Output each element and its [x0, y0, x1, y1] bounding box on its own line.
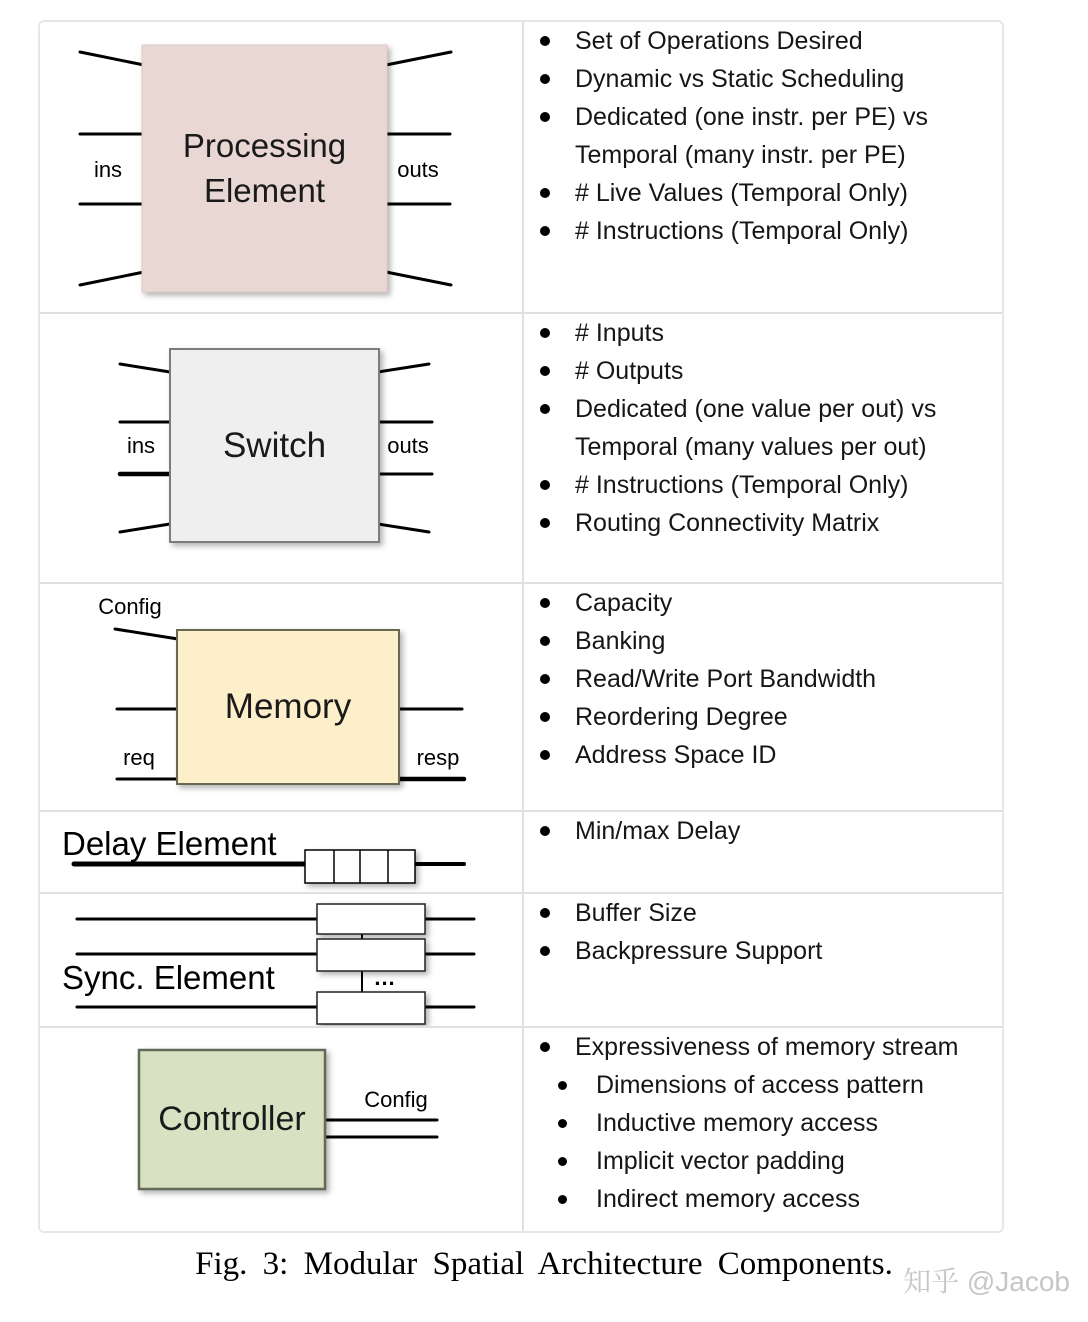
switch-ins-label: ins	[126, 433, 156, 458]
bullet-item: # Instructions (Temporal Only)	[538, 466, 994, 504]
pe-box-title: Processing Element	[182, 126, 347, 209]
controller-config-lines	[325, 1120, 437, 1137]
sub-bullet-item: Inductive memory access	[524, 1104, 1002, 1142]
bullet-item: Min/max Delay	[538, 812, 994, 850]
switch-params-cell	[522, 314, 1002, 582]
components-table	[38, 20, 1004, 1233]
bullet-item: Banking	[538, 622, 994, 660]
delay-diagram-cell	[40, 812, 522, 892]
memory-resp-label: resp	[416, 745, 460, 770]
figure-caption: Fig. 3: Modular Spatial Architecture Components.	[195, 1246, 893, 1282]
pe-outs-label: outs	[397, 157, 439, 182]
controller-box-title: Controller	[158, 1099, 306, 1138]
bullet-item: # Outputs	[538, 352, 994, 390]
row-switch	[40, 312, 1002, 582]
memory-box-title: Memory	[224, 687, 352, 727]
bullet-item: Expressiveness of memory stream	[538, 1028, 994, 1066]
memory-diagram-cell	[40, 584, 522, 810]
memory-req-label: req	[123, 745, 155, 770]
pe-params-cell	[522, 22, 1002, 312]
bullet-item: Set of Operations Desired	[538, 22, 994, 60]
memory-config-label: Config	[98, 594, 162, 619]
pe-params-list	[524, 22, 1002, 250]
row-sync-element	[40, 892, 1002, 1026]
row-processing-element	[40, 22, 1002, 312]
delay-fifo-box	[305, 850, 415, 883]
bullet-item: Reordering Degree	[538, 698, 994, 736]
controller-diagram-cell	[40, 1028, 522, 1231]
bullet-item: Dedicated (one value per out) vs Temporal (many values per out)	[538, 390, 994, 466]
sub-bullet-item: Implicit vector padding	[524, 1142, 1002, 1180]
sync-ellipsis: ...	[374, 965, 396, 990]
bullet-item: Dynamic vs Static Scheduling	[538, 60, 994, 98]
bullet-item: # Inputs	[538, 314, 994, 352]
bullet-item: Routing Connectivity Matrix	[538, 504, 994, 542]
controller-params-cell	[522, 1028, 1002, 1231]
bullet-item: Read/Write Port Bandwidth	[538, 660, 994, 698]
controller-params-list	[524, 1028, 1002, 1066]
memory-config-line	[115, 629, 178, 639]
bullet-item: Backpressure Support	[538, 932, 994, 970]
row-delay-element	[40, 810, 1002, 892]
sync-element-label: Sync. Element	[62, 959, 275, 996]
switch-params-list	[524, 314, 1002, 542]
sync-diagram-cell	[40, 894, 522, 1026]
switch-box-title: Switch	[222, 425, 327, 465]
bullet-item: # Instructions (Temporal Only)	[538, 212, 994, 250]
bullet-item: Capacity	[538, 584, 994, 622]
controller-config-label: Config	[364, 1087, 428, 1112]
sync-buffer-boxes	[317, 904, 425, 1024]
row-memory	[40, 582, 1002, 810]
delay-element-label: Delay Element	[62, 825, 277, 862]
bullet-item: Address Space ID	[538, 736, 994, 774]
pe-ins-label: ins	[93, 157, 123, 182]
switch-outs-label: outs	[387, 433, 429, 458]
bullet-item: Dedicated (one instr. per PE) vs Temporal (many instr. per PE)	[538, 98, 994, 174]
delay-params-list	[524, 812, 1002, 850]
sync-params-list	[524, 894, 1002, 970]
bullet-item: # Live Values (Temporal Only)	[538, 174, 994, 212]
delay-params-cell	[522, 812, 1002, 892]
sync-params-cell	[522, 894, 1002, 1026]
memory-params-cell	[522, 584, 1002, 810]
watermark: 知乎 @Jacob	[903, 1266, 1070, 1297]
memory-params-list	[524, 584, 1002, 774]
switch-diagram-cell	[40, 314, 522, 582]
pe-diagram-cell	[40, 22, 522, 312]
sub-bullet-item: Dimensions of access pattern	[524, 1066, 1002, 1104]
bullet-item: Buffer Size	[538, 894, 994, 932]
controller-subparams-list	[524, 1066, 1002, 1218]
sub-bullet-item: Indirect memory access	[524, 1180, 1002, 1218]
row-controller	[40, 1026, 1002, 1231]
